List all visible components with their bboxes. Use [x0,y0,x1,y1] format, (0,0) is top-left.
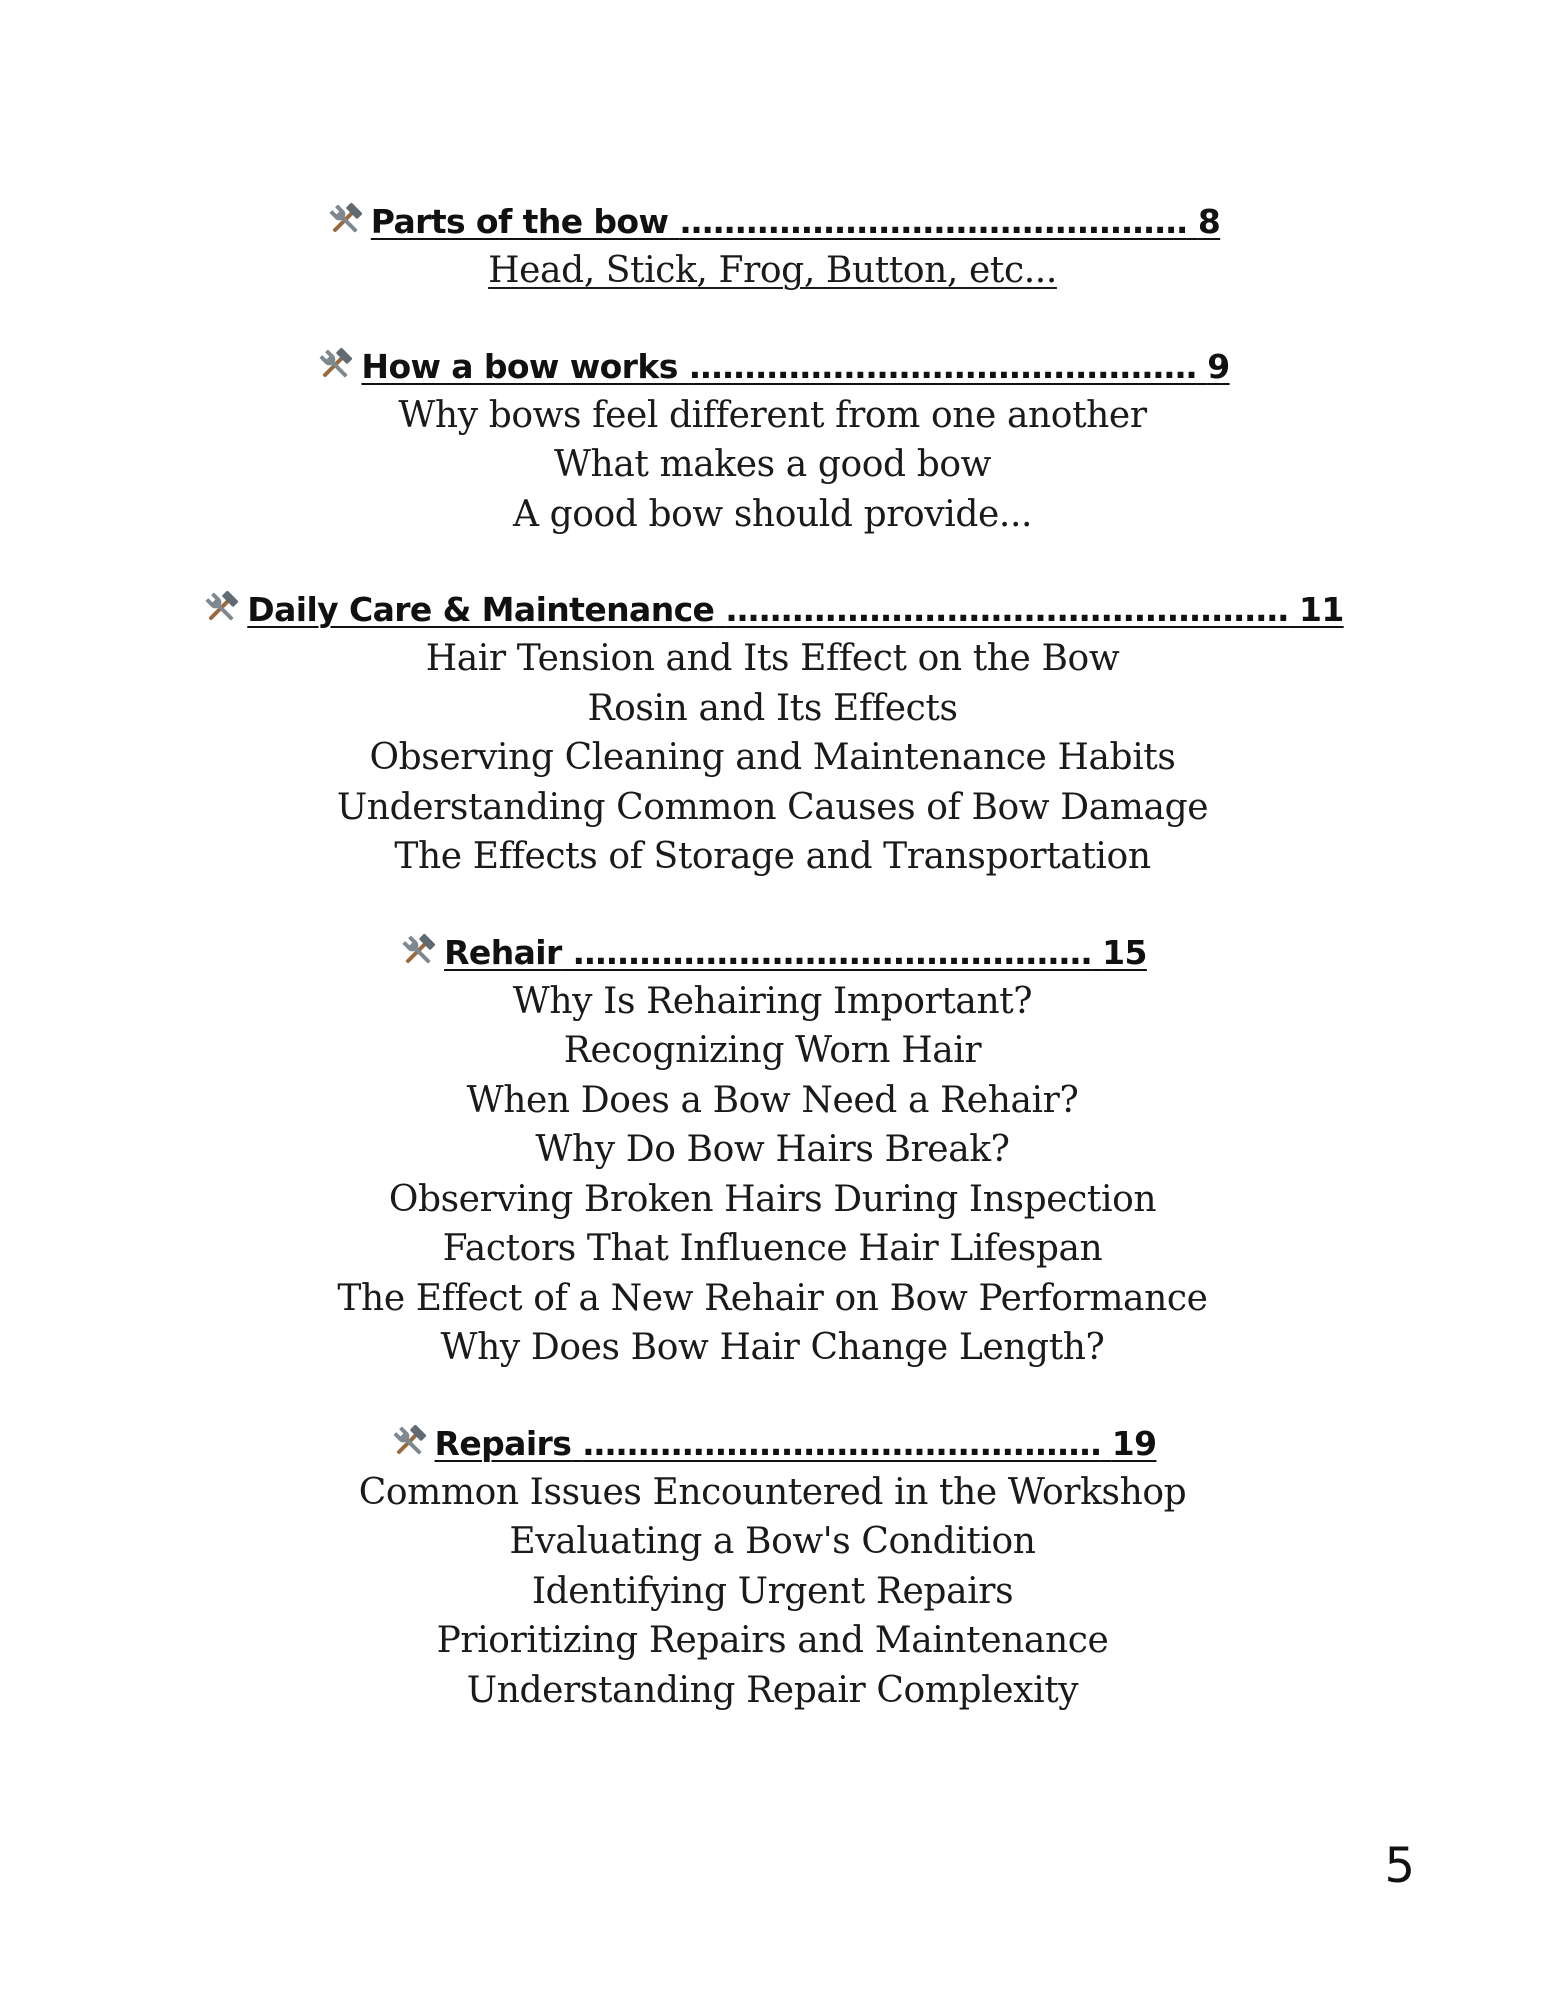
toc-leader-dots: .............................................. [688,346,1197,386]
hammer-and-wrench-icon [315,345,355,385]
toc-heading-link[interactable] [325,198,1220,246]
toc-entry: Identifying Urgent Repairs [531,1570,1014,1612]
toc-entry: Evaluating a Bow's Condition [509,1521,1036,1562]
toc-heading-title: Rehair [444,932,562,972]
toc-section-daily-care [0,586,1545,882]
toc-entry: Observing Broken Hairs During Inspection [388,1178,1157,1220]
toc-heading-title: Parts of the bow [370,202,669,241]
toc-entry: A good bow should provide... [512,493,1033,535]
toc-leader-dots: ............................................... [572,932,1092,972]
page-number: 5 [1384,1838,1415,1894]
toc-entry: The Effect of a New Rehair on Bow Performance [337,1277,1208,1319]
toc-entry: Observing Cleaning and Maintenance Habits [369,737,1176,778]
toc-entry[interactable]: Head, Stick, Frog, Button, etc... [488,250,1057,291]
toc-entry: Why Does Bow Hair Change Length? [440,1327,1105,1368]
toc-heading-link[interactable] [389,1420,1157,1468]
toc-heading-link[interactable] [398,929,1147,977]
toc-section-parts-of-the-bow [0,198,1545,296]
table-of-contents [0,198,1545,1715]
toc-leader-dots: ............................................... [582,1423,1101,1463]
toc-entry: Why Do Bow Hairs Break? [535,1129,1010,1170]
toc-section-how-a-bow-works [0,343,1545,540]
toc-entry: Recognizing Worn Hair [563,1030,982,1071]
toc-entry: When Does a Bow Need a Rehair? [466,1079,1079,1121]
toc-entry: Why Is Rehairing Important? [512,980,1033,1022]
hammer-and-wrench-icon [398,931,438,971]
toc-page-number: 9 [1207,346,1230,386]
toc-leader-dots: ................................................... [725,590,1289,629]
toc-entry: What makes a good bow [553,444,992,485]
toc-entry: Rosin and Its Effects [587,687,958,729]
toc-page-number: 11 [1298,590,1344,629]
toc-entry: Factors That Influence Hair Lifespan [442,1228,1103,1269]
toc-heading-title: How a bow works [361,346,678,386]
toc-entry: Hair Tension and Its Effect on the Bow [425,638,1120,679]
toc-page-number: 8 [1197,202,1221,241]
toc-entry: The Effects of Storage and Transportation [394,836,1151,877]
toc-heading-link[interactable] [201,586,1343,634]
toc-heading-title: Repairs [434,1423,572,1463]
toc-page-number: 19 [1111,1423,1157,1463]
hammer-and-wrench-icon [201,588,241,628]
toc-section-repairs [0,1420,1545,1716]
toc-leader-dots: .............................................. [679,202,1187,241]
toc-heading-title: Daily Care & Maintenance [247,590,715,629]
toc-section-rehair [0,929,1545,1373]
hammer-and-wrench-icon [325,200,365,240]
toc-entry: Prioritizing Repairs and Maintenance [436,1620,1109,1661]
toc-page-number: 15 [1102,932,1147,972]
hammer-and-wrench-icon [389,1422,429,1462]
toc-heading-link[interactable] [315,343,1229,391]
toc-entry: Why bows feel different from one another [398,394,1147,436]
toc-entry: Common Issues Encountered in the Workshop [358,1471,1187,1513]
toc-entry: Understanding Common Causes of Bow Damage [336,786,1209,828]
toc-entry: Understanding Repair Complexity [466,1669,1079,1711]
